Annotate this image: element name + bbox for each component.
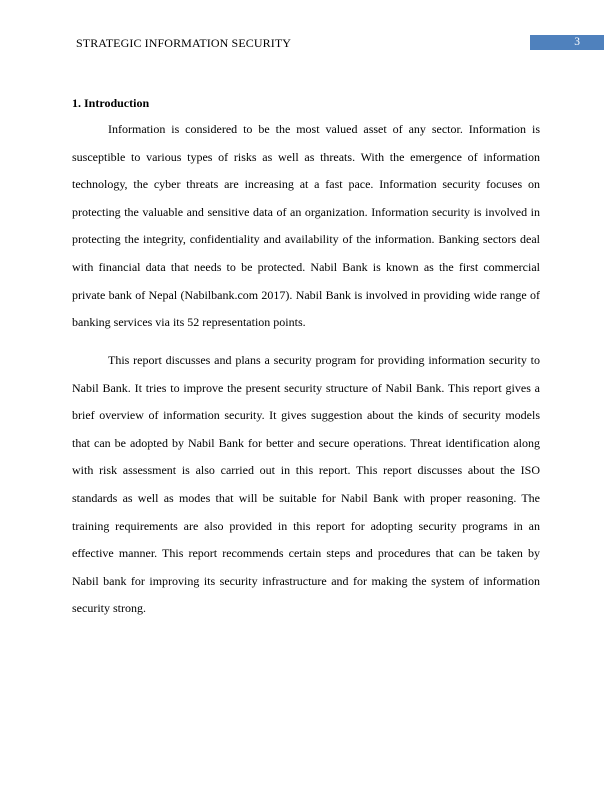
- running-header-title: STRATEGIC INFORMATION SECURITY: [76, 36, 292, 50]
- body-paragraph: Information is considered to be the most valued asset of any sector. Information is susceptible to various types of risks as well as threats. With the emergence of information technology, the cyber threats are increasing at a fast pace. Information security focuses on protecting the valuable and sensitive data of an organization. Information security is involved in protecting the integrity, confidentiality and availability of the information. Banking sectors deal with financial data that needs to be protected. Nabil Bank is known as the first commercial private bank of Nepal (Nabilbank.com 2017). Nabil Bank is involved in providing wide range of banking services via its 52 representation points.: [72, 122, 540, 330]
- page-number-badge: 3: [530, 35, 604, 50]
- body-paragraph: This report discusses and plans a security program for providing information security to Nabil Bank. It tries to improve the present security structure of Nabil Bank. This report gives a brief overview of information security. It gives suggestion about the kinds of security models that can be adopted by Nabil Bank for better and secure operations. Threat identification along with risk assessment is also carried out in this report. This report discusses about the ISO standards as well as modes that will be suitable for Nabil Bank with proper reasoning. The training requirements are also provided in this report for adopting security programs in an effective manner. This report recommends certain steps and procedures that can be taken by Nabil bank for improving its security infrastructure and for making the system of information security strong.: [72, 353, 540, 616]
- section-heading: 1. Introduction: [72, 96, 150, 110]
